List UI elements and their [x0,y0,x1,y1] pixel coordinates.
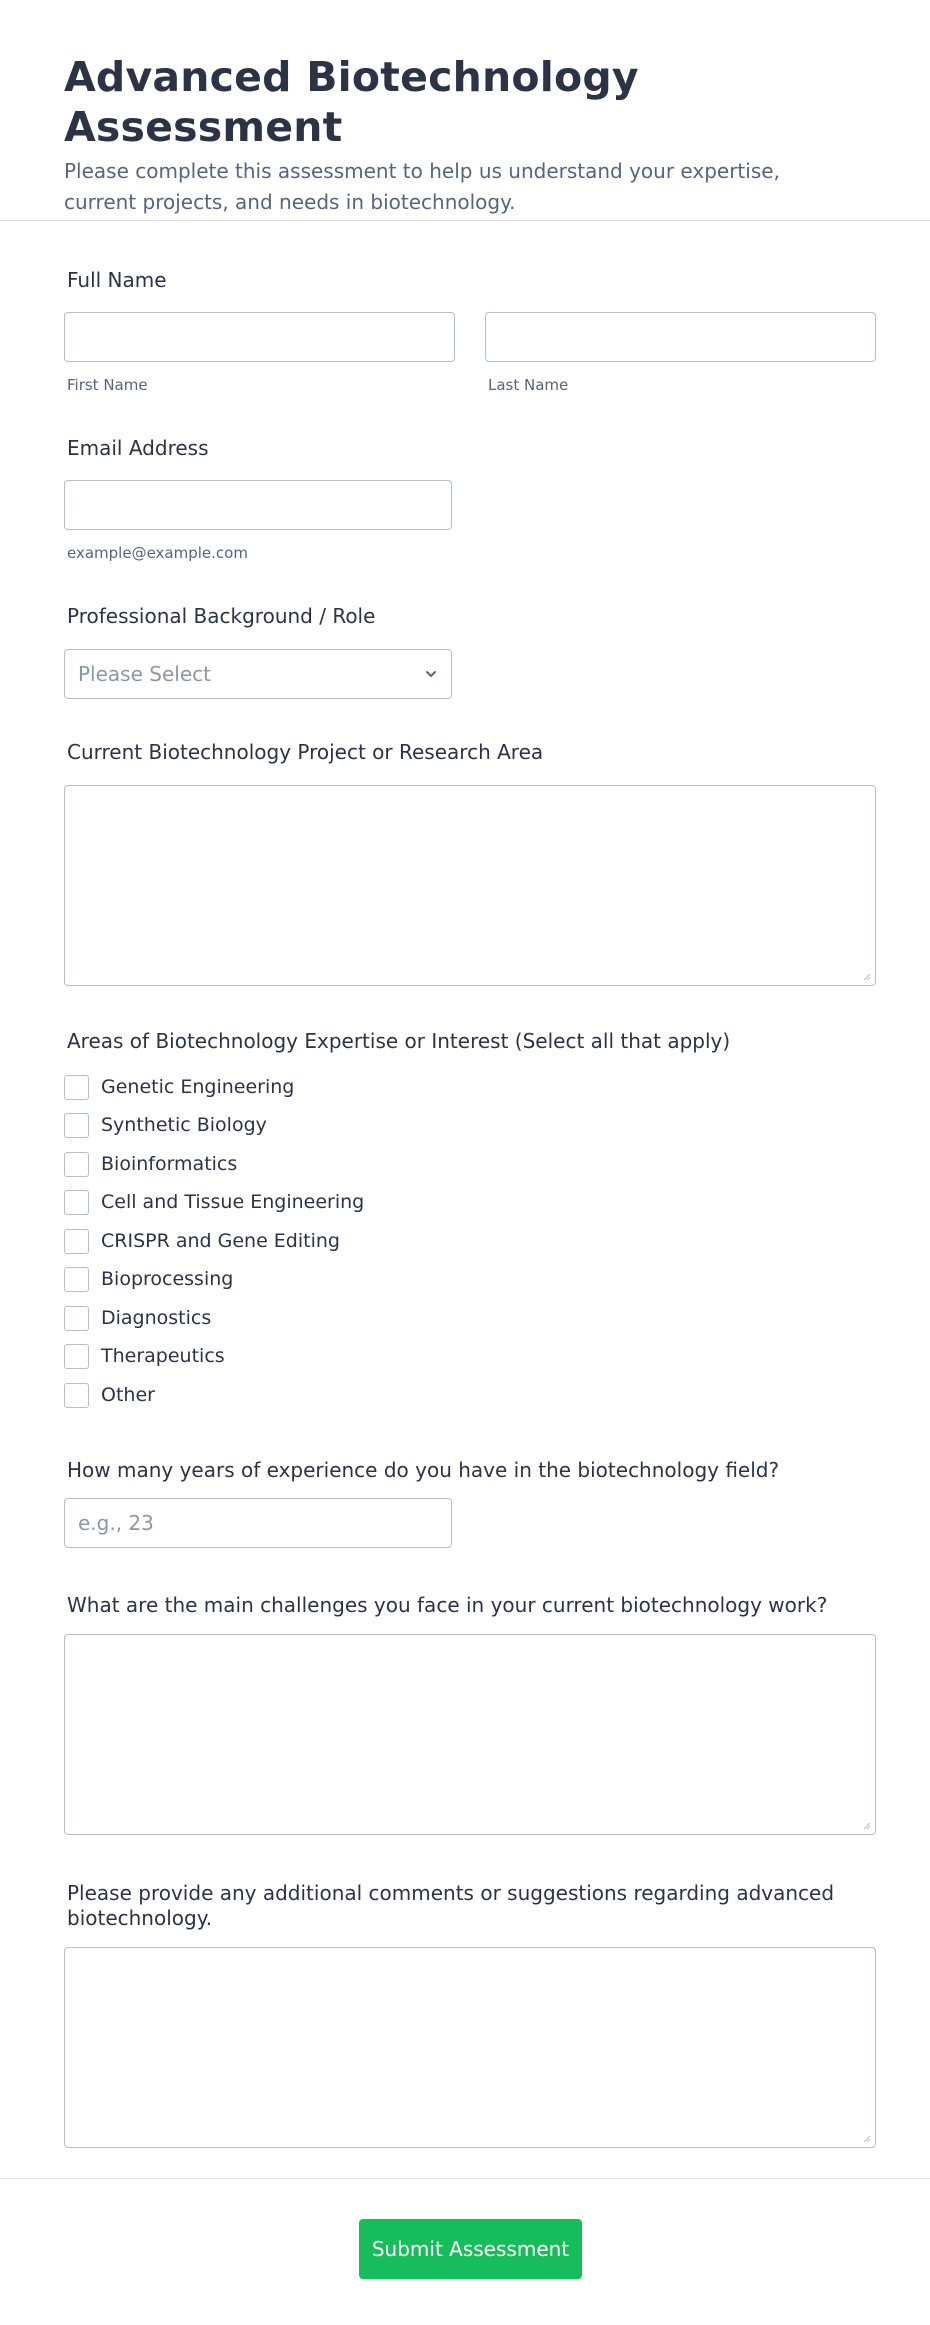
expertise-option-label: Cell and Tissue Engineering [101,1191,365,1213]
chevron-down-icon [423,666,439,682]
expertise-option-label: Therapeutics [101,1345,225,1367]
checkbox[interactable] [64,1152,89,1177]
experience-label: How many years of experience do you have in the biotechnology field? [67,1458,780,1482]
expertise-option-label: Bioinformatics [101,1153,238,1175]
checkbox[interactable] [64,1344,89,1369]
resize-grip-icon[interactable] [861,2133,871,2143]
expertise-option[interactable] [64,1266,233,1292]
expertise-option[interactable] [64,1305,211,1331]
expertise-option-label: Bioprocessing [101,1268,234,1290]
expertise-option[interactable] [64,1151,237,1177]
checkbox[interactable] [64,1383,89,1408]
challenges-textarea[interactable] [64,1634,876,1835]
first-name-sublabel: First Name [67,376,148,394]
checkbox[interactable] [64,1113,89,1138]
checkbox[interactable] [64,1190,89,1215]
first-name-input[interactable] [64,312,455,362]
form-subtitle: Please complete this assessment to help us understand your expertise, current projects, and needs in biotechnology. [64,159,780,214]
expertise-option[interactable] [64,1228,340,1254]
checkbox[interactable] [64,1229,89,1254]
expertise-option-label: Genetic Engineering [101,1076,295,1098]
email-label: Email Address [67,436,209,460]
role-select-placeholder: Please Select [78,662,211,686]
expertise-label: Areas of Biotechnology Expertise or Interest (Select all that apply) [67,1029,731,1053]
last-name-input[interactable] [485,312,876,362]
checkbox[interactable] [64,1075,89,1100]
last-name-sublabel: Last Name [488,376,569,394]
experience-input[interactable] [64,1498,452,1548]
submit-button[interactable]: Submit Assessment [359,2219,582,2279]
form-header [0,0,930,221]
form-footer [0,2178,930,2325]
resize-grip-icon[interactable] [861,971,871,981]
project-label: Current Biotechnology Project or Research Area [67,740,544,764]
expertise-option[interactable] [64,1343,225,1369]
expertise-option[interactable] [64,1189,364,1215]
checkbox[interactable] [64,1306,89,1331]
role-label: Professional Background / Role [67,604,376,628]
expertise-option[interactable] [64,1074,294,1100]
experience-placeholder: e.g., 23 [78,1511,154,1535]
email-sublabel: example@example.com [67,544,248,562]
form-title: Advanced Biotechnology Assessment [64,53,639,151]
expertise-option-label: CRISPR and Gene Editing [101,1230,340,1252]
role-select[interactable] [64,649,452,699]
expertise-option-label: Synthetic Biology [101,1114,267,1136]
email-input[interactable] [64,480,452,530]
expertise-option-label: Other [101,1384,155,1406]
comments-label: Please provide any additional comments or suggestions regarding advanced biotechnology. [67,1881,835,1930]
expertise-option[interactable] [64,1112,267,1138]
resize-grip-icon[interactable] [861,1820,871,1830]
expertise-option[interactable] [64,1382,155,1408]
checkbox[interactable] [64,1267,89,1292]
expertise-option-label: Diagnostics [101,1307,212,1329]
challenges-label: What are the main challenges you face in your current biotechnology work? [67,1593,828,1617]
full-name-label: Full Name [67,268,167,292]
comments-textarea[interactable] [64,1947,876,2148]
project-textarea[interactable] [64,785,876,986]
form-body [0,221,930,2181]
